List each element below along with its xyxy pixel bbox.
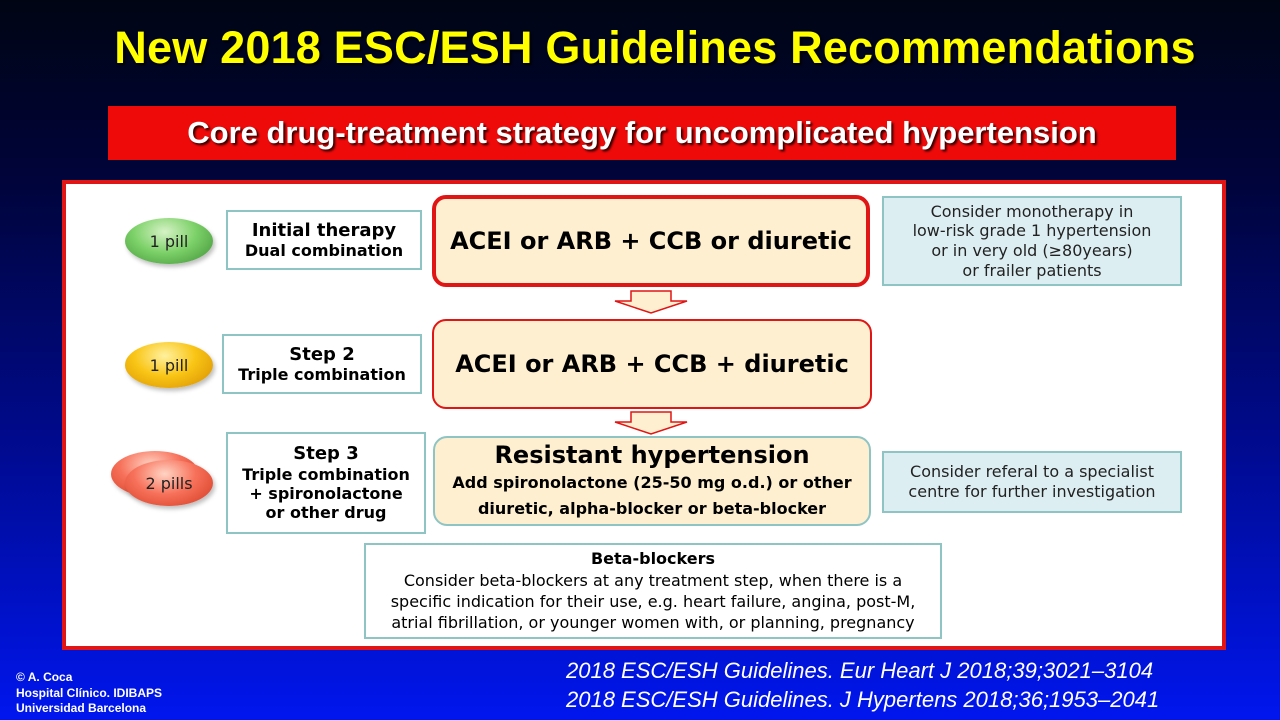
note-referral: [882, 451, 1182, 513]
note-line: or in very old (≥80years): [931, 241, 1133, 260]
copyright-line: Universidad Barcelona: [16, 701, 147, 716]
pill-label: 2 pills: [145, 473, 193, 493]
drug-box-step2: [432, 319, 872, 409]
note-monotherapy: [882, 196, 1182, 286]
drug-heading: Resistant hypertension: [494, 440, 810, 469]
step-box-step2: [222, 334, 422, 394]
note-line: Consider monotherapy in: [930, 201, 1134, 221]
beta-blockers-heading: Beta-blockers: [590, 549, 716, 569]
reference-line: 2018 ESC/ESH Guidelines. J Hypertens 2018;36;1953–2041: [566, 686, 1160, 712]
drug-box-initial: [432, 195, 870, 287]
drug-text: ACEI or ARB + CCB or diuretic: [450, 227, 852, 255]
step-heading: Initial therapy: [251, 219, 397, 241]
step-box-step3: [226, 432, 426, 534]
down-arrow-icon: [612, 411, 690, 435]
beta-blockers-box: [364, 543, 942, 639]
beta-blockers-line: specific indication for their use, e.g. heart failure, angina, post-M,: [390, 592, 916, 611]
pill-label: 1 pill: [149, 231, 189, 251]
copyright-line: Hospital Clínico. IDIBAPS: [16, 685, 163, 700]
copyright-line: © A. Coca: [16, 670, 73, 684]
copyright-block: [16, 670, 162, 717]
step-detail: or other drug: [265, 503, 387, 523]
step-detail: + spironolactone: [249, 484, 403, 504]
pill-icon-green: [125, 218, 213, 264]
note-line: or frailer patients: [962, 260, 1102, 280]
step-heading: Step 3: [293, 443, 359, 465]
step-detail: Dual combination: [244, 241, 404, 261]
step-detail: Triple combination: [238, 365, 406, 385]
pill-label: 1 pill: [149, 355, 189, 375]
drug-text: Add spironolactone (25-50 mg o.d.) or other: [452, 473, 852, 492]
step-heading: Step 2: [289, 343, 355, 365]
drug-text: ACEI or ARB + CCB + diuretic: [455, 350, 849, 378]
down-arrow-icon: [612, 290, 690, 314]
pill-icon-orange: [125, 342, 213, 388]
note-line: Consider referal to a specialist: [910, 462, 1154, 482]
step-detail: Triple combination: [242, 465, 410, 485]
beta-blockers-line: Consider beta-blockers at any treatment step, when there is a: [403, 570, 903, 590]
note-line: low-risk grade 1 hypertension: [912, 221, 1152, 241]
reference-line: 2018 ESC/ESH Guidelines. Eur Heart J 2018;39;3021–3104: [566, 658, 1154, 683]
references: [566, 657, 1159, 714]
note-line: centre for further investigation: [908, 482, 1156, 501]
drug-box-resistant: [433, 436, 871, 526]
pill-icon-red: [125, 460, 213, 506]
drug-text: diuretic, alpha-blocker or beta-blocker: [477, 498, 827, 518]
beta-blockers-line: atrial fibrillation, or younger women with, or planning, pregnancy: [391, 613, 915, 633]
step-box-initial: [226, 210, 422, 270]
subtitle-banner: Core drug-treatment strategy for uncomplicated hypertension: [108, 106, 1176, 160]
slide-title: New 2018 ESC/ESH Guidelines Recommendations: [114, 22, 1196, 73]
